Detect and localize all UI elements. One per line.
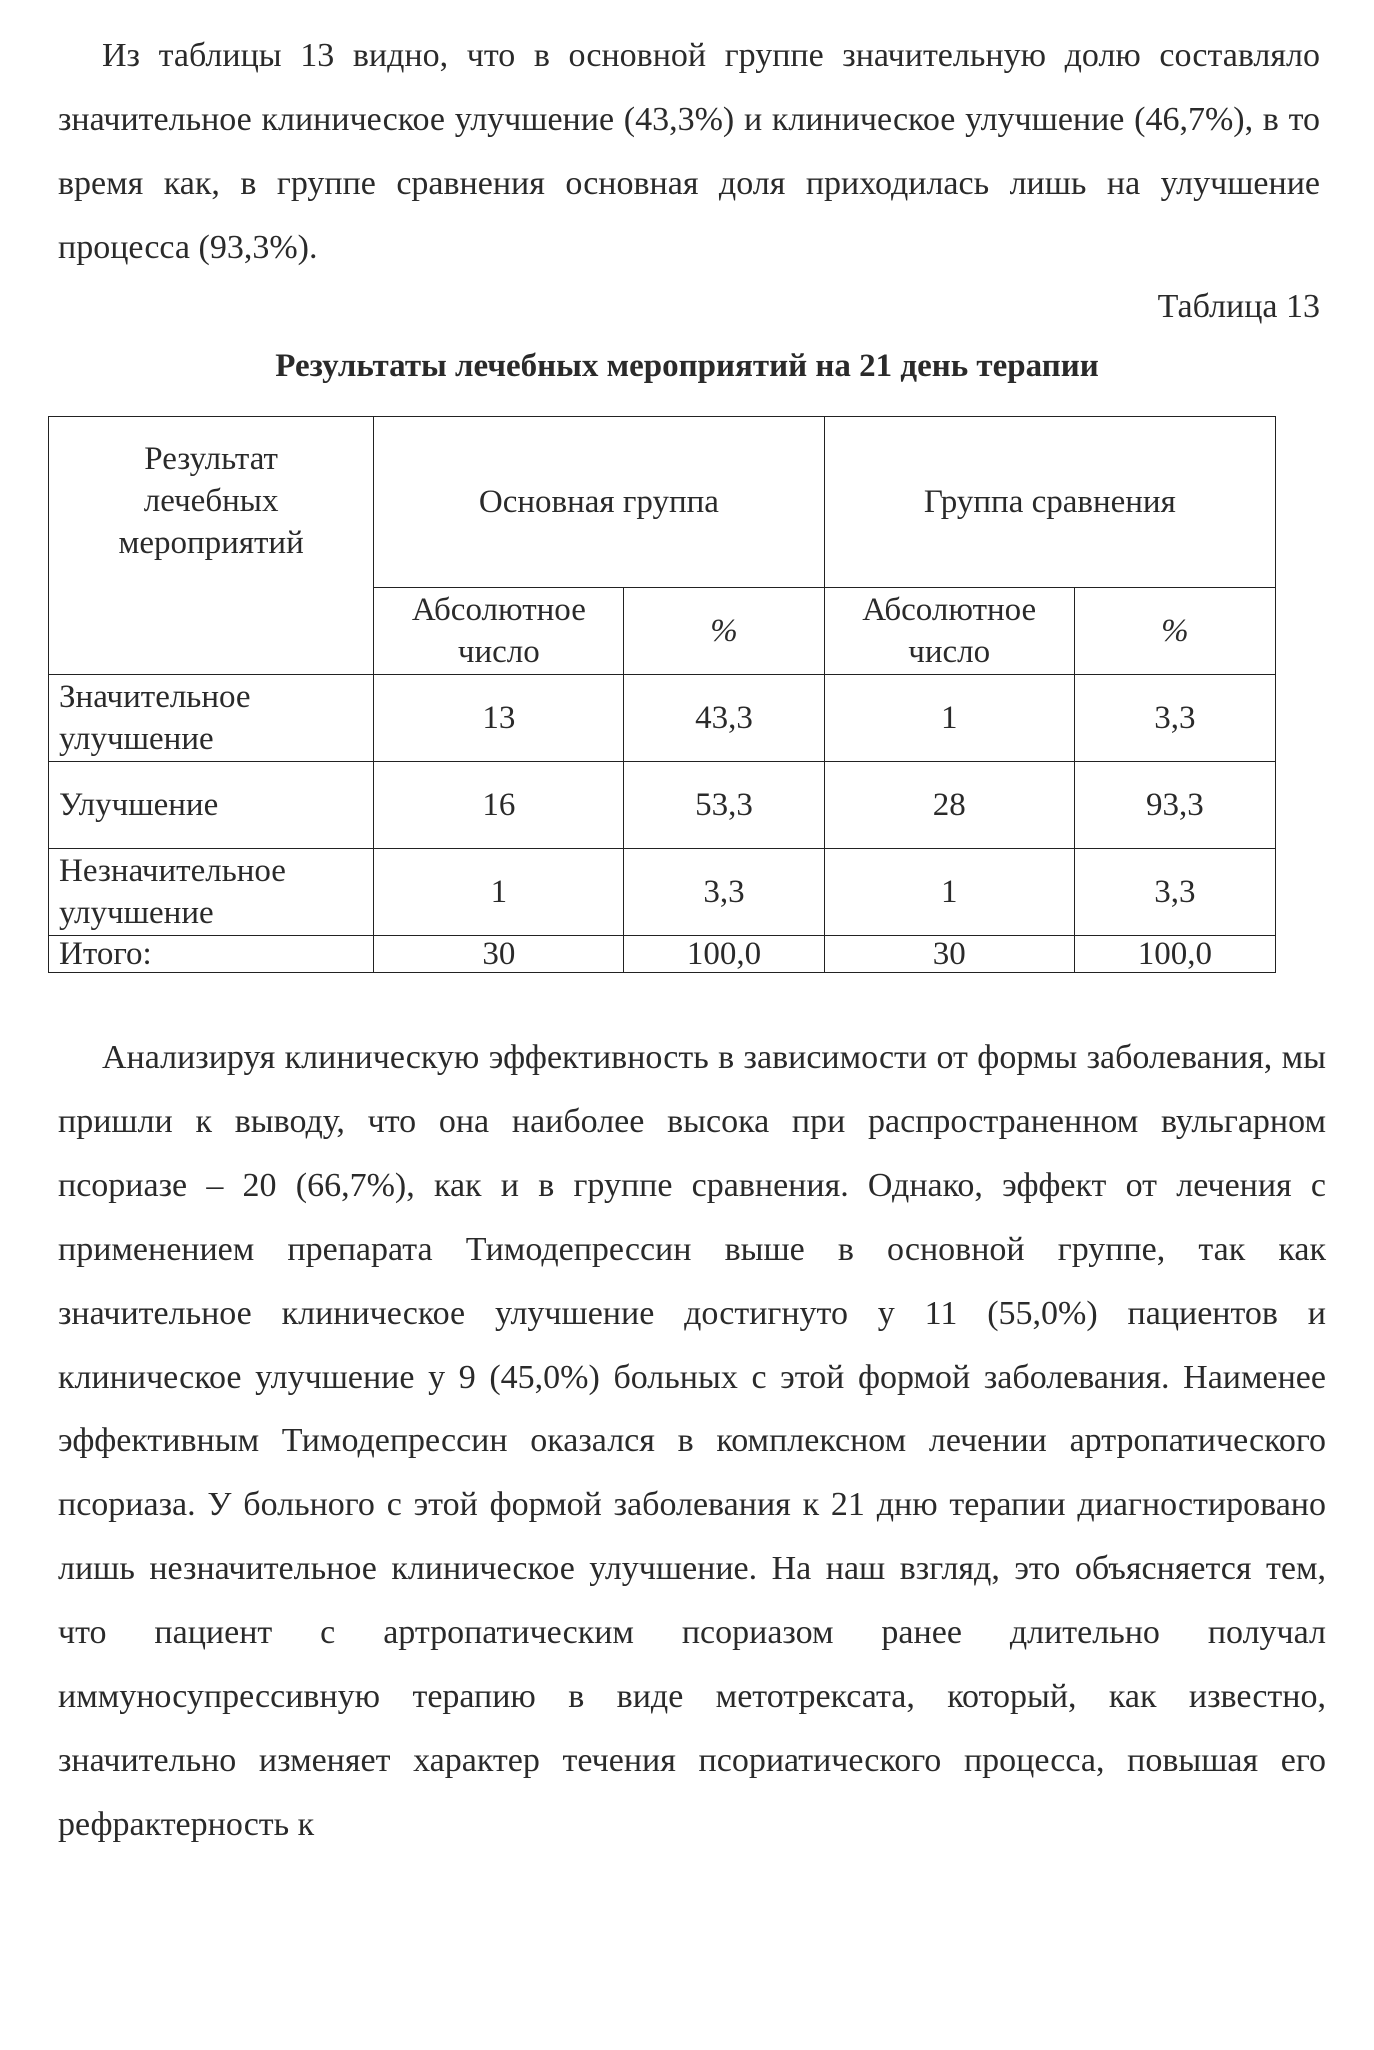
cell-main-percent: 53,3: [624, 762, 824, 849]
subheader-main-absolute: Абсолютное число: [374, 588, 624, 675]
cell-main-percent: 100,0: [624, 936, 824, 973]
table-header-row: [49, 417, 1276, 588]
row-label: Улучшение: [49, 762, 374, 849]
cell-comparison-absolute: 30: [824, 936, 1074, 973]
cell-main-absolute: 13: [374, 675, 624, 762]
header-comparison-group: Группа сравнения: [824, 417, 1275, 588]
cell-comparison-absolute: 28: [824, 762, 1074, 849]
cell-comparison-percent: 3,3: [1074, 675, 1275, 762]
cell-main-percent: 43,3: [624, 675, 824, 762]
row-label: Значительное улучшение: [49, 675, 374, 762]
cell-main-absolute: 16: [374, 762, 624, 849]
table-row: [49, 675, 1276, 762]
row-label: Незначительное улучшение: [49, 849, 374, 936]
table-total-row: [49, 936, 1276, 973]
subheader-main-percent: %: [624, 588, 824, 675]
table-row: [49, 762, 1276, 849]
cell-comparison-percent: 100,0: [1074, 936, 1275, 973]
header-result-column: Результат лечебных мероприятий: [49, 417, 374, 675]
cell-comparison-absolute: 1: [824, 675, 1074, 762]
cell-comparison-percent: 3,3: [1074, 849, 1275, 936]
table-title: Результаты лечебных мероприятий на 21 день терапии: [275, 348, 1099, 384]
subheader-comparison-absolute: Абсолютное число: [824, 588, 1074, 675]
cell-comparison-percent: 93,3: [1074, 762, 1275, 849]
row-label: Итого:: [49, 936, 374, 973]
table-row: [49, 849, 1276, 936]
cell-main-absolute: 1: [374, 849, 624, 936]
paragraph-intro: Из таблицы 13 видно, что в основной группе значительную долю составляло значительное клиническое улучшение (43,3%) и клиническое улучшение (46,7%), в то время как, в группе сравнения основная доля приходилась лишь на улучшение процесса (93,3%).: [58, 37, 1320, 266]
header-main-group: Основная группа: [374, 417, 824, 588]
subheader-comparison-percent: %: [1074, 588, 1275, 675]
cell-main-absolute: 30: [374, 936, 624, 973]
table-number-caption: Таблица 13: [1157, 288, 1320, 325]
results-table: [48, 416, 1276, 973]
paragraph-analysis: Анализируя клиническую эффективность в зависимости от формы заболевания, мы пришли к выводу, что она наиболее высока при распространенном вульгарном псориазе – 20 (66,7%), как и в группе сравнения. Однако, эффект от лечения с применением препарата Тимодепрессин выше в основной группе, так как значительное клиническое улучшение достигнуто у 11 (55,0%) пациентов и клиническое улучшение у 9 (45,0%) больных с этой формой заболевания. Наименее эффективным Тимодепрессин оказался в комплексном лечении артропатического псориаза. У больного с этой формой заболевания к 21 дню терапии диагностировано лишь незначительное клиническое улучшение. На наш взгляд, это объясняется тем, что пациент с артропатическим псориазом ранее длительно получал иммуносупрессивную терапию в виде метотрексата, который, как известно, значительно изменяет характер течения псориатического процесса, повышая его рефрактерность к: [58, 1039, 1326, 1843]
cell-main-percent: 3,3: [624, 849, 824, 936]
cell-comparison-absolute: 1: [824, 849, 1074, 936]
